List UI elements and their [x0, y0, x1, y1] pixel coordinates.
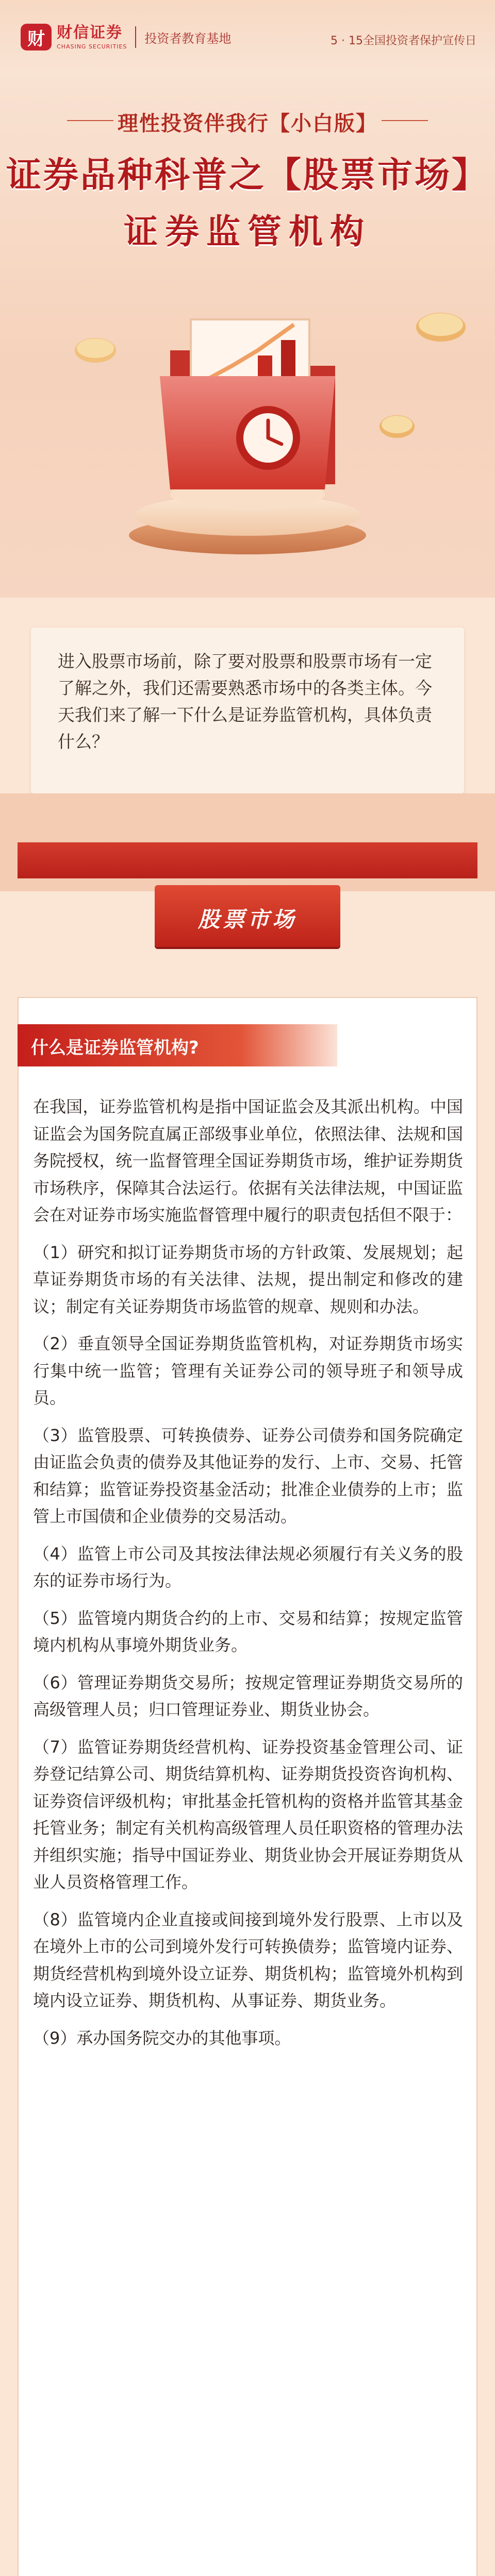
- coin-icon: [412, 309, 469, 345]
- coin-icon: [72, 335, 119, 366]
- logo-english: CHASING SECURITIES: [57, 43, 127, 50]
- hero-title-line2: 证券监管机构: [124, 212, 371, 251]
- paragraph: （6）管理证券期货交易所；按规定管理证券期货交易所的高级管理人员；归口管理证券业、期货业协会。: [33, 1672, 463, 1719]
- paragraph: （9）承办国务院交办的其他事项。: [33, 2028, 291, 2048]
- campaign-slogan: 5 · 15全国投资者保护宣传日: [331, 35, 476, 47]
- intro-card: [31, 628, 464, 793]
- section-body: [33, 1093, 463, 2062]
- logo-subtitle: 投资者教育基地: [144, 31, 232, 46]
- paragraph: （4）监管上市公司及其按法律法规必须履行有关义务的股东的证券市场行为。: [33, 1544, 463, 1590]
- paragraph: （3）监管股票、可转换债券、证券公司债券和国务院确定由证监会负责的债券及其他证券的发行、上市、交易、托管和结算；监管证券投资基金活动；批准企业债券的上市；监管上市国债和企业债券的交易活动。: [33, 1425, 463, 1526]
- logo-text: [57, 25, 127, 49]
- coin-icon: [376, 412, 418, 441]
- paragraph: （7）监管证券期货经营机构、证券投资基金管理公司、证券登记结算公司、期货结算机构、证券期货投资咨询机构、证券资信评级机构；审批基金托管机构的资格并监管其基金托管业务；制定有关机构高级管理人员任职资格的管理办法并组织实施；指导中国证券业、期货业协会开展证券期货从业人员资格管理工作。: [33, 1737, 463, 1892]
- paragraph: （5）监管境内期货合约的上市、交易和结算；按规定监管境内机构从事境外期货业务。: [33, 1608, 463, 1655]
- intro-text: 进入股票市场前，除了要对股票和股票市场有一定了解之外，我们还需要熟悉市场中的各类主体。今天我们来了解一下什么是证券监管机构，具体负责什么？: [58, 651, 432, 752]
- paragraph: 在我国，证券监管机构是指中国证监会及其派出机构。中国证监会为国务院直属正部级事业单位，依照法律、法规和国务院授权，统一监督管理全国证券期货市场，维护证券期货市场秩序，保障其合法运行。依据有关法律法规，中国证监会在对证券市场实施监督管理中履行的职责包括但不限于：: [33, 1097, 463, 1225]
- logo-name: 财信证券: [57, 23, 123, 42]
- paragraph: （8）监管境内企业直接或间接到境外发行股票、上市以及在境外上市的公司到境外发行可转换债券；监管境内证券、期货经营机构到境外设立证券、期货机构；监管境外机构到境内设立证券、期货机构、从事证券、期货业务。: [33, 1909, 463, 2010]
- banner-label: 股票市场: [197, 907, 297, 932]
- brand-logo[interactable]: [21, 24, 231, 50]
- banner-ribbon: [18, 842, 477, 878]
- folder-icon: [160, 319, 335, 489]
- paragraph: （2）垂直领导全国证券期货监管机构，对证券期货市场实行集中统一监管；管理有关证券公司的领导班子和领导成员。: [33, 1334, 463, 1408]
- section-title: 什么是证券监管机构?: [31, 1038, 199, 1058]
- logo-divider: [135, 26, 136, 48]
- hero-kicker: 理性投资伴我行【小白版】: [118, 112, 377, 135]
- clock-icon: [236, 406, 300, 470]
- folder-chart-illustration: [155, 289, 351, 505]
- logo-mark: 财: [21, 24, 52, 50]
- paragraph: （1）研究和拟订证券期货市场的方针政策、发展规划；起草证券期货市场的有关法律、法规，提出制定和修改的建议；制定有关证券期货市场监管的规章、规则和办法。: [33, 1242, 463, 1316]
- hero-title-line1: 证券品种科普之【股票市场】: [6, 155, 489, 196]
